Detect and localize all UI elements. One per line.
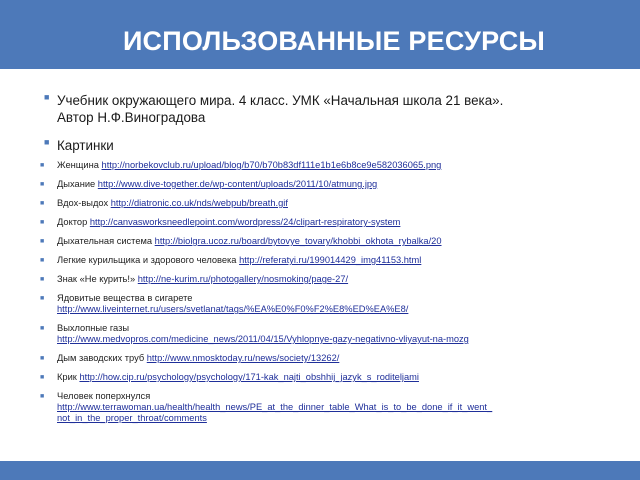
resource-item	[22, 293, 624, 315]
bullet-icon: ■	[40, 219, 45, 226]
bullet-icon: ■	[40, 162, 45, 169]
bullet-icon: ■	[40, 295, 45, 302]
resource-link[interactable]: http://canvasworksneedlepoint.com/wordpress/24/clipart-respiratory-system	[89, 217, 401, 227]
resource-list	[40, 160, 624, 424]
content	[40, 92, 624, 424]
bullet-icon: ■	[40, 200, 45, 207]
pictures-item	[44, 137, 624, 154]
resource-label: Вдох-выдох	[57, 198, 109, 208]
bullet-icon: ■	[44, 92, 50, 102]
textbook-item	[44, 92, 624, 126]
resource-item	[22, 160, 624, 171]
resource-link[interactable]: http://www.terrawoman.ua/health/health_news/PE_at_the_dinner_table_What_is_to_be_done_if_it_went_ not_in_the_proper_throat/comments	[57, 402, 493, 423]
bottom-bar	[0, 461, 640, 480]
bullet-icon: ■	[40, 374, 45, 381]
bullet-icon: ■	[40, 181, 45, 188]
resource-label: Знак «Не курить!»	[57, 274, 136, 284]
bullet-icon: ■	[40, 325, 45, 332]
resource-item	[22, 179, 624, 190]
resource-label: Дыхание	[57, 179, 96, 189]
bullet-icon: ■	[44, 137, 50, 147]
resource-item	[22, 323, 624, 345]
resource-link[interactable]: http://norbekovclub.ru/upload/blog/b70/b70b83df111e1b1e6b8ce9e582036065.png	[101, 160, 442, 170]
resource-link[interactable]: http://diatronic.co.uk/nds/webpub/breath.gif	[110, 198, 288, 208]
textbook-line-2: Автор Н.Ф.Виноградова	[57, 110, 206, 125]
resource-item	[22, 255, 624, 266]
resource-label: Человек поперхнулся	[57, 391, 151, 401]
bullet-icon: ■	[40, 238, 45, 245]
resource-label: Легкие курильщика и здорового человека	[57, 255, 237, 265]
resource-label: Дым заводских труб	[57, 353, 145, 363]
resource-link[interactable]: http://referatyi.ru/199014429_img41153.html	[239, 255, 422, 265]
resource-link[interactable]: http://www.medvopros.com/medicine_news/2011/04/15/Vyhlopnye-gazy-negativno-vliyayut-na-mozg	[57, 334, 469, 344]
resource-link[interactable]: http://how.cip.ru/psychology/psychology/171-kak_najti_obshhij_jazyk_s_roditeljami	[79, 372, 419, 382]
slide-title: ИСПОЛЬЗОВАННЫЕ РЕСУРСЫ	[122, 26, 546, 56]
resource-label: Ядовитые вещества в сигарете	[57, 293, 193, 303]
resource-item	[22, 274, 624, 285]
resource-item	[22, 391, 624, 424]
pictures-heading: Картинки	[57, 138, 114, 153]
resource-link[interactable]: http://www.dive-together.de/wp-content/uploads/2011/10/atmung.jpg	[97, 179, 378, 189]
resource-item	[22, 198, 624, 209]
resource-label: Крик	[57, 372, 80, 382]
bullet-icon: ■	[40, 276, 45, 283]
bullet-icon: ■	[40, 393, 45, 400]
resource-link[interactable]: http://www.liveinternet.ru/users/svetlanat/tags/%EA%E0%F0%F2%E8%ED%EA%E8/	[57, 304, 409, 314]
resource-link[interactable]: http://biolgra.ucoz.ru/board/bytovye_tovary/khobbi_okhota_rybalka/20	[154, 236, 442, 246]
bullet-icon: ■	[40, 355, 45, 362]
resource-item	[22, 372, 624, 383]
resource-item	[22, 353, 624, 364]
resource-label: Доктор	[57, 217, 88, 227]
bullet-icon: ■	[40, 257, 45, 264]
resource-link[interactable]: http://ne-kurim.ru/photogallery/nosmoking/page-27/	[137, 274, 349, 284]
resource-item	[22, 217, 624, 228]
resource-label: Выхлопные газы	[57, 323, 130, 333]
resource-label: Дыхательная система	[57, 236, 153, 246]
resource-link[interactable]: http://www.nmosktoday.ru/news/society/13262/	[146, 353, 340, 363]
resource-item	[22, 236, 624, 247]
resource-label: Женщина	[57, 160, 99, 170]
textbook-text	[57, 92, 624, 126]
textbook-line-1: Учебник окружающего мира. 4 класс. УМК «Начальная школа 21 века».	[57, 93, 504, 108]
